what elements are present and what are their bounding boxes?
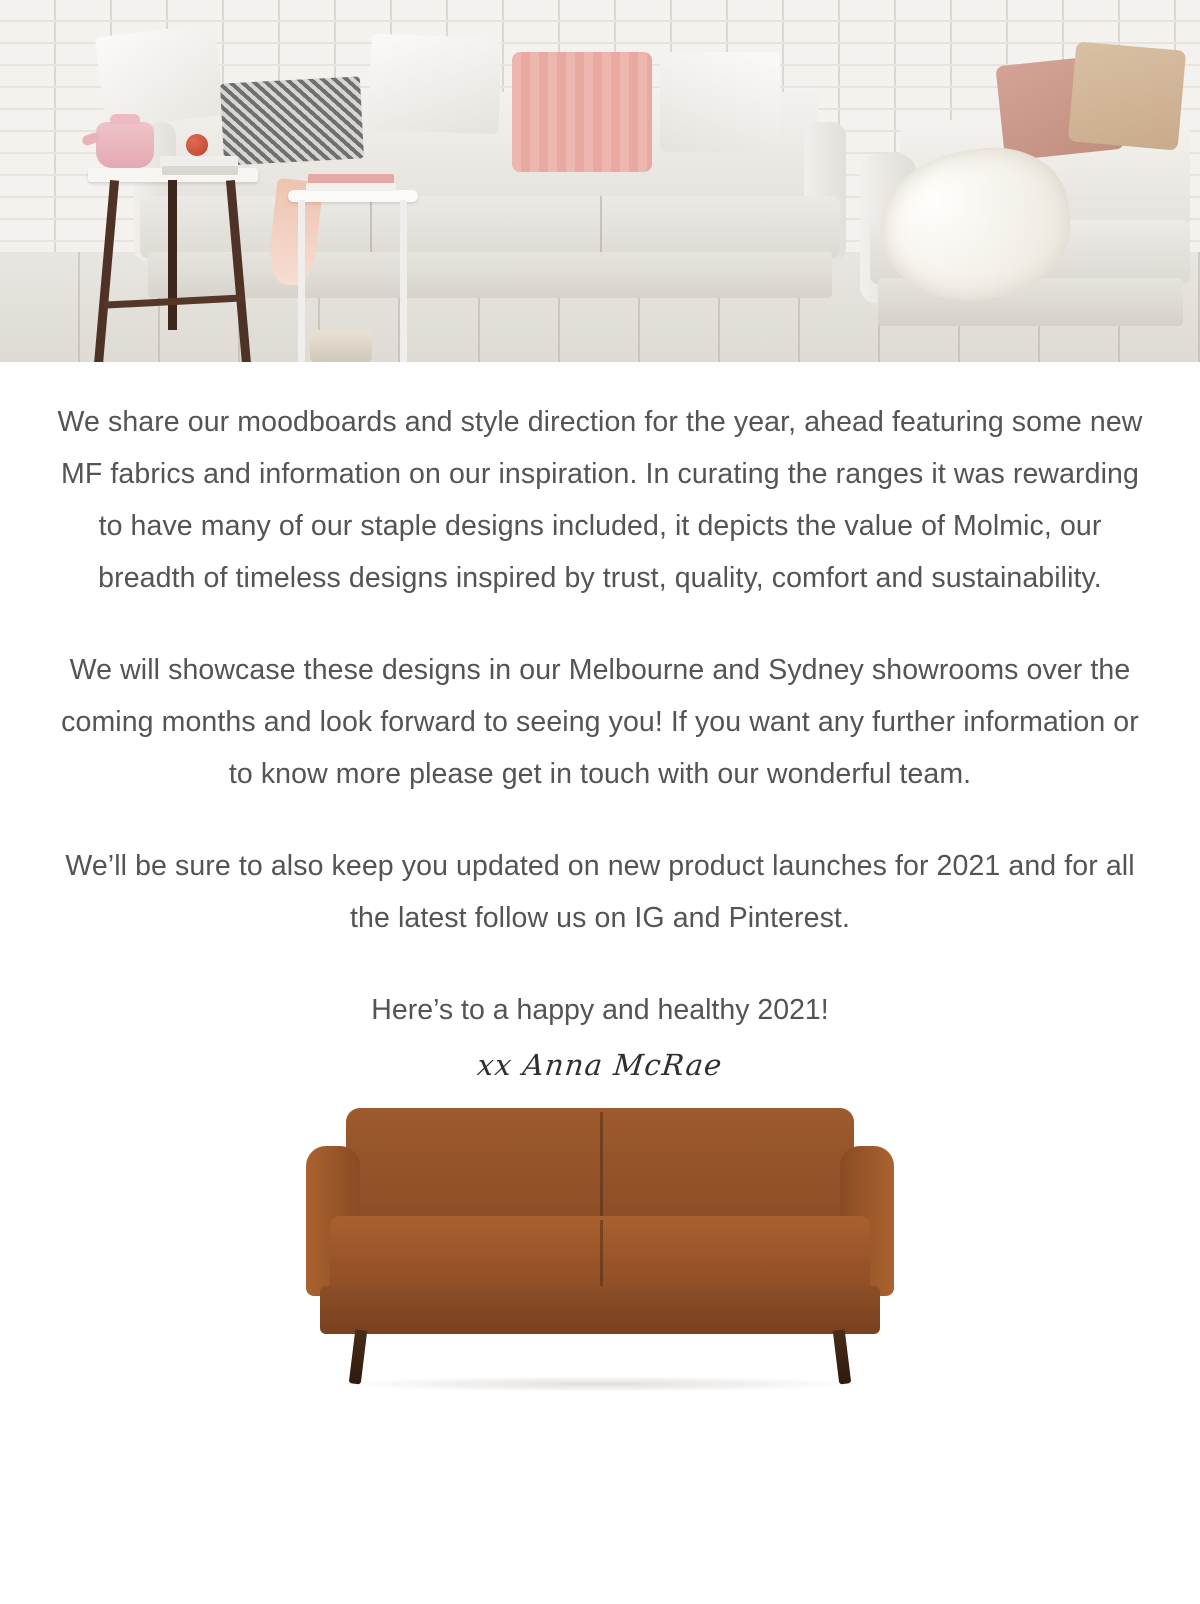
- pink-waffle-cushion: [512, 52, 652, 172]
- brown-velvet-sofa: [300, 1108, 900, 1408]
- wooden-side-table: [88, 168, 258, 362]
- white-book: [306, 183, 396, 191]
- paragraph-3: We’ll be sure to also keep you updated on new product launches for 2021 and for all the latest follow us on IG and Pinterest.: [65, 850, 1135, 934]
- apple: [186, 134, 208, 156]
- white-cushion-right: [660, 52, 780, 152]
- grey-patterned-cushion: [220, 76, 364, 165]
- white-cushion-middle: [368, 34, 501, 134]
- paragraph-1: We share our moodboards and style direction for the year, ahead featuring some new MF fabrics and information on our inspiration. In curating the ranges it was rewarding to have many of our staple designs included, it depicts the value of Molmic, our breadth of timeless designs inspired by trust, quality, comfort and sustainability.: [57, 406, 1143, 594]
- signature: xx Anna McRae: [475, 1048, 725, 1082]
- tan-cushion: [1068, 41, 1186, 150]
- closing-line: Here’s to a happy and healthy 2021!: [371, 994, 829, 1026]
- stacked-books-lower: [162, 166, 238, 175]
- newsletter-body: [0, 362, 1200, 1082]
- hero-scene-illustration: [0, 0, 1200, 362]
- hero-image: [0, 0, 1200, 362]
- pink-teapot: [96, 122, 154, 168]
- paragraph-2: We will showcase these designs in our Melbourne and Sydney showrooms over the coming months and look forward to seeing you! If you want any further information or to know more please get in touch with our wonderful team.: [61, 654, 1139, 790]
- woven-basket: [310, 330, 372, 362]
- product-image: [0, 1108, 1200, 1428]
